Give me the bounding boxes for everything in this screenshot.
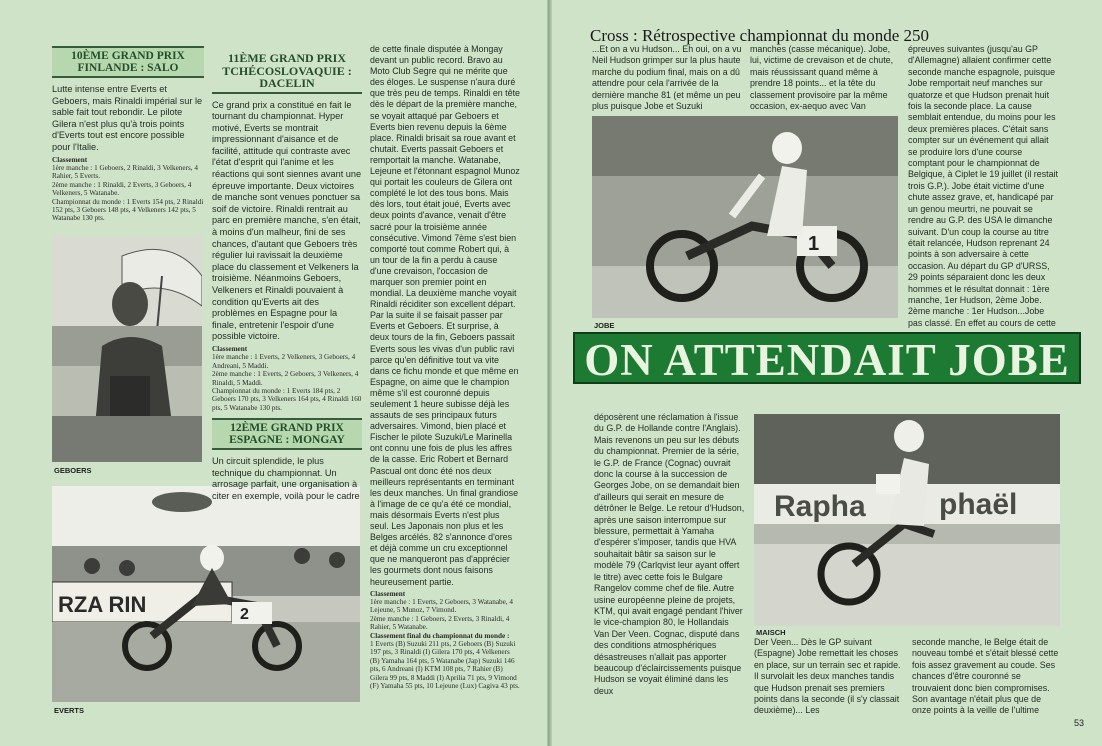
headline-banner [573,332,1081,384]
photo-jobe [592,116,898,318]
svg-text:1: 1 [808,233,820,255]
right-top-column-3 [908,44,1058,330]
results-line: 2ème manche : 1 Rinaldi, 2 Everts, 3 Geboers, 4 Velkeners, 5 Watanabe. [52,180,192,198]
results-line: 1ère manche : 1 Everts, 2 Velkeners, 3 Geboers, 4 Andreani, 5 Maddi. [212,353,356,370]
caption-geboers: GEBOERS [54,466,92,475]
heading-espagne: 12ÈME GRAND PRIX ESPAGNE : MONGAY [212,418,362,450]
results-line: 1 Everts (B) Suzuki 211 pts, 2 Geboers (B) Suzuki 197 pts, 3 Rinaldi (I) Gilera 170 pts, 4 Velkeners (B) Yamaha 164 pts, 5 Watanabe (Jap) Suzuki 146 pts, 6 Andreani (I) KTM 108 pts, 7 Rahier (B) Gilera 99 pts, 8 Maddi (I) Aprilia 71 pts, 9 Vimond (F) Yamaha 55 pts, 10 Lejeune (Lux) Cagiva 43 pts. [370,640,520,691]
caption-maisch: MAISCH [756,628,786,637]
headline-text: ON ATTENDAIT JOBE [584,335,1070,385]
results-line: 1ère manche : 1 Everts, 2 Geboers, 3 Watanabe, 4 Lejeune, 5 Munoz, 7 Vimond. [370,598,513,615]
photo-maisch [754,414,1060,626]
heading-tchecoslovaquie: 11ÈME GRAND PRIX TCHÉCOSLOVAQUIE : DACELIN [212,50,362,94]
svg-text:2: 2 [240,606,249,623]
article-title: Cross : Rétrospective championnat du monde 250 [590,26,929,45]
results-line: Championnat du monde : 1 Everts 184 pts, 2 Geboers 170 pts, 3 Velkeners 164 pts, 4 Rinaldi 160 pts, 5 Watanabe 130 pts. [212,387,362,412]
right-bottom-column-3 [912,637,1062,718]
caption-jobe: JOBE [594,321,615,330]
results-line: Classement final du championnat du monde : [370,631,510,640]
heading-finlande: 10ÈME GRAND PRIX FINLANDE : SALO [52,46,204,78]
text-belge-blesse: seconde manche, le Belge était de nouveau tombé et s'était blessé cette fois assez gravement au coude. Ses chances d'être couronné se trouvaient donc bien compromises. Son avantage n'était plus que de onze points à la veille de l'ultime [912,637,1059,716]
right-top-column-1 [592,44,742,113]
body-tchecoslovaquie: Ce grand prix a constitué en fait le tournant du championnat. Hyper motivé, Everts se montrait impressionnant d'aisance et de facilité, attitude qui contraste avec l'état d'esprit qui l'anime et les réactions qui sont siennes avant une épreuve importante. Deux victoires de manche sont venues ponctuer sa soif de victoire. Rinaldi rentrait au parc en première manche, s'en était, à moins d'un malheur, fini de ses chances, d'autant que Geboers très régulier lui ravissait la deuxième place du classement et Velkeners la troisième. Néanmoins Geboers, Velkeners et Rinaldi pouvaient à condition qu'Everts ait des problèmes en Espagne pour la finale, entretenir l'espoir d'une possible victoire. [212,99,362,342]
results-line: Classement [212,344,248,353]
results-line: 1ère manche : 1 Geboers, 2 Rinaldi, 3 Velkeners, 4 Rahier, 5 Everts. [52,163,198,181]
text-jobe-crevaison: manches (casse mécanique). Jobe, lui, victime de crevaison et de chute, mais réussissant quand même à prendre 18 points... et la tête du classement provisoire par la même occasion, ex-aequo avec Van [750,44,894,112]
column-3 [370,44,520,690]
column-1 [52,46,204,223]
right-bottom-column-2 [754,637,904,718]
results-mongay [370,590,520,691]
results-tchecoslovaquie [212,345,362,412]
text-debuts-championnat: déposèrent une réclamation à l'issue du G.P. de Hollande contre l'Anglais). Mais revenons un peu sur les débuts du championnat. Premier de la série, le G.P. de France (Cognac) ouvrait donc la course à la succession de Georges Jobe, on se demandait bien d'ailleurs qui serait en mesure de détrôner le Belge. Le retour d'Hudson, après une saison interrompue sur blessure, permettait à Yamaha d'espérer s'imposer, tandis que HVA souhaitait bâtir sa saison sur le modèle 79 (Carlqvist leur ayant offert le titre) avec cette fois le Bulgare Rangelov comme chef de file. Autre usine européenne pleine de projets, KTM, qui avait engagé pendant l'hiver le vice-champion 80, le Hollandais Van Der Veen. Cognac, disputé dans des conditions atmosphériques désastreuses n'allait pas apporter beaucoup d'éclaircissements puisque Hudson se voyait éliminé dans les deux [594,412,745,696]
right-bottom-column-1 [594,412,746,698]
text-gp-espagne: Der Veen... Dès le GP suivant (Espagne) Jobe remettait les choses en place, sur un terrain sec et rapide. Il survolait les deux manches tandis que Hudson prenait ses premiers points dans la seconde (il s'y classait deuxième)... Les [754,637,901,716]
results-finlande [52,156,204,223]
results-line: Championnat du monde : 1 Everts 154 pts, 2 Rinaldi 152 pts, 3 Geboers 148 pts, 4 Velkeners 142 pts, 5 Watanabe 130 pts. [52,197,204,223]
body-espagne: Un circuit splendide, le plus technique du championnat. Un arrosage parfait, une organisation à citer en exemple, voilà pour le cadre [212,456,360,501]
photo-geboers [52,236,202,462]
left-page [0,0,548,746]
body-finlande: Lutte intense entre Everts et Geboers, mais Rinaldi impérial sur le sable fait tout rebondir. Le pilote Gilera n'est plus qu'à trois points d'Everts tout est encore possible pour l'Italie. [52,84,203,152]
svg-text:phaël: phaël [939,488,1018,521]
results-line: 2ème manche : 1 Geboers, 2 Everts, 3 Rinaldi, 4 Rahier, 5 Watanabe. [370,614,510,632]
results-line: Classement [370,589,406,598]
page-number: 53 [1073,718,1084,728]
photo-everts [52,486,360,702]
results-line: Classement [52,155,88,164]
right-top-column-2 [750,44,900,113]
svg-text:RZA RIN: RZA RIN [58,592,147,617]
column-2 [212,50,362,504]
text-championship-progress: épreuves suivantes (jusqu'au GP d'Allemagne) allaient confirmer cette seconde manche espagnole, puisque Jobe remportait neuf manches sur quatorze et que Hudson prenait huit fois la seconde place. La cause semblait entendue, du moins pour les deux premières places. C'était sans compter sur un événement qui allait se produire lors d'une course comptant pour le championnat de Belgique, à Ciplet le 19 juillet (il restait trois G.P.). Jobe était victime d'une chute assez grave, et, handicapé par un genou meurtri, ne pouvait se rendre au G.P. des USA le dimanche suivant. D'un coup la course au titre était relancée, Hudson reprenant 24 points à son adversaire à cette occasion. Au départ du GP d'URSS, 29 points séparaient donc les deux hommes et le résultat donnait : 1ère manche, 1er Hudson, 2ème Jobe. 2ème manche : 1er Hudson...Jobe pas classé. En effet au cours de cette [908,44,1058,328]
body-mongay: de cette finale disputée à Mongay devant un public record. Bravo au Moto Club Segre qui ne mérite que des éloges. Le suspense n'aura duré que très peu de temps. Rinaldi en tête dès le départ de la première manche, se voyait attaqué par Geboers et Everts bien revenu depuis la 6ème place. Rinaldi brisait sa roue avant et chutait. Everts passait Geboers et remportait la manche. Watanabe, Lejeune et l'étonnant espagnol Munoz qui portait les couleurs de Gilera ont complété le lot des tous bons. Mais dès lors, tout était joué, Everts avec deux points d'avance, venait d'être sacré pour la troisième année consécutive. Vimond 7ème s'est bien comporté tout comme Robert qui, à un tour de la fin a perdu à cause d'une crevaison, l'occasion de marquer son premier point en mondial. La deuxième manche voyait Rinaldi réciditer son excellent départ. Par la suite il se faisait passer par Everts et Geboers. Et surprise, à deux tours de la fin, Geboers passait Everts sous les vivas d'un public ravi parce qu'en définitive tout va vite dans ce fichu monde et que même en Espagne, on aime que le champion même s'il est couronné depuis seulement 1 heure subisse déjà les assauts de ses principaux futurs adversaires. Vimond, bien placé et Fischer le pilote Suzuki/Le Marinella ont connu une fois de plus les affres de la casse. Eric Robert et Bernard Pascual ont donc été nos deux meilleurs représentants en terminant les deux manches. Un final grandiose à l'image de ce qu'a été ce mondial, mais désormais Everts n'est plus seul. Les Japonais non plus et les Belges arcélés. 82 s'annonce d'ores et déjà comme un cru exceptionnel que ne manqueront pas d'apprécier les gourmets dont nous faisons heureusement partie. [370,44,520,587]
svg-text:Rapha: Rapha [774,490,866,523]
text-intro: ...Et on a vu Hudson... Eh oui, on a vu Neil Hudson grimper sur la plus haute marche du podium final, mais on a dû attendre pour cela l'arrivée de la dernière manche 81 (et même un peu plus puisque Jobe et Suzuki [592,44,742,112]
caption-everts: EVERTS [54,706,85,715]
results-line: 2ème manche : 1 Everts, 2 Geboers, 3 Velkeners, 4 Rinaldi, 5 Maddi. [212,370,359,387]
